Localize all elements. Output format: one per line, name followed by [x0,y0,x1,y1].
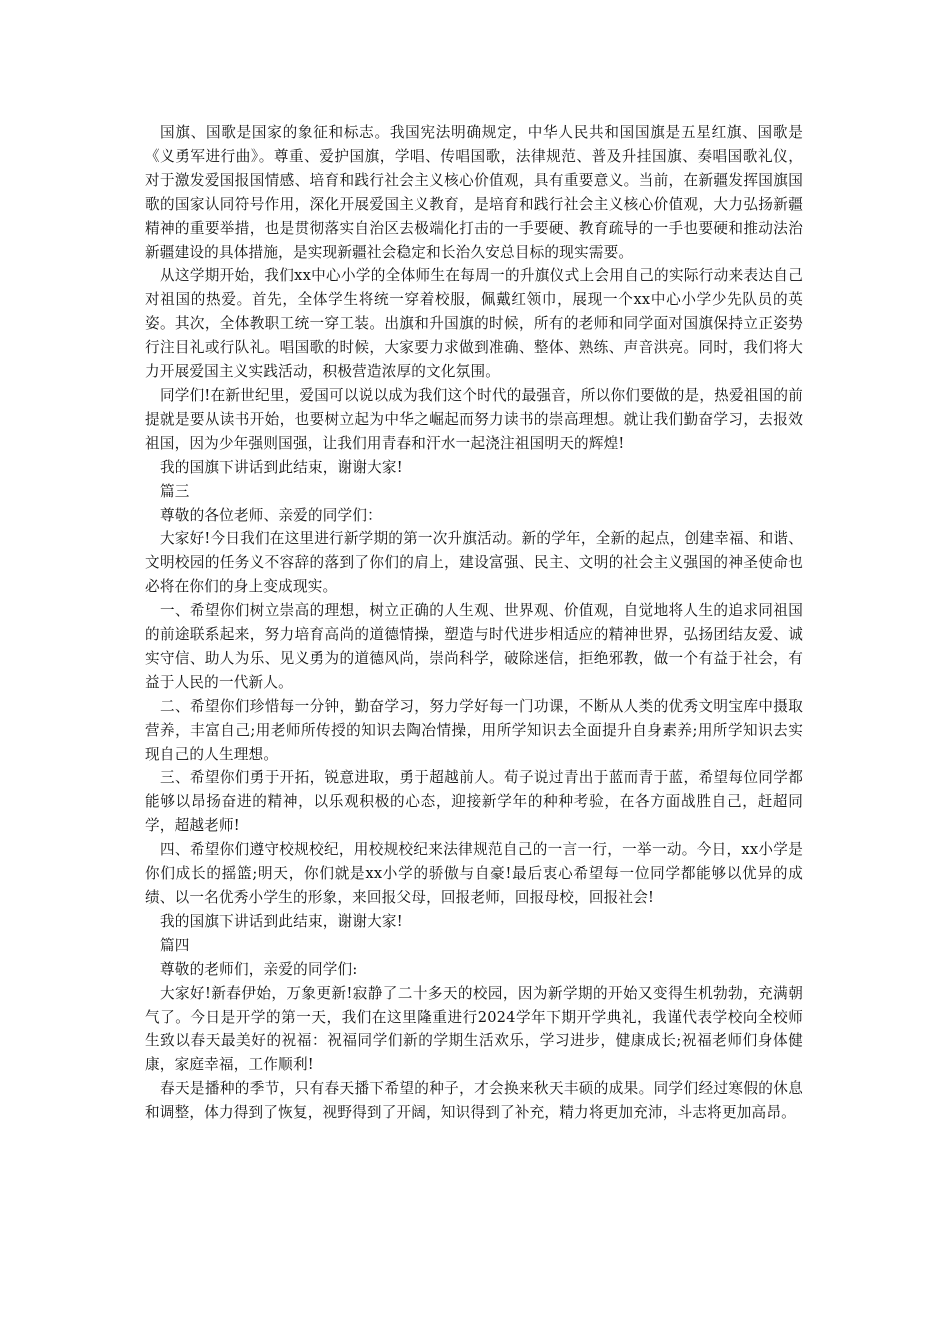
paragraph: 同学们!在新世纪里，爱国可以说以成为我们这个时代的最强音，所以你们要做的是，热爱祖国的前提就是要从读书开始，也要树立起为中华之崛起而努力读书的崇高理想。就让我们勤奋学习，去报效祖国，因为少年强则国强，让我们用青春和汗水一起浇注祖国明天的辉煌! [145,386,803,452]
paragraph: 从这学期开始，我们xx中心小学的全体师生在每周一的升旗仪式上会用自己的实际行动来表达自己对祖国的热爱。首先，全体学生将统一穿着校服，佩戴红领巾，展现一个xx中心小学少先队员的英姿。其次，全体教职工统一穿工装。出旗和升国旗的时候，所有的老师和同学面对国旗保持立正姿势行注目礼或行队礼。唱国歌的时候，大家要力求做到准确、整体、熟练、声音洪亮。同时，我们将大力开展爱国主义实践活动，积极营造浓厚的文化氛围。 [145,267,803,381]
paragraph: 二、希望你们珍惜每一分钟，勤奋学习，努力学好每一门功课，不断从人类的优秀文明宝库中摄取营养，丰富自己;用老师所传授的知识去陶冶情操，用所学知识去全面提升自身素养;用所学知识去实现自己的人生理想。 [145,697,803,763]
paragraph: 四、希望你们遵守校规校纪，用校规校纪来法律规范自己的一言一行，一举一动。今日，xx小学是你们成长的摇篮;明天，你们就是xx小学的骄傲与自豪!最后衷心希望每一位同学都能够以优异的成绩、以一名优秀小学生的形象，来回报父母，回报老师，回报母校，回报社会! [145,841,803,906]
paragraph: 一、希望你们树立崇高的理想，树立正确的人生观、世界观、价值观，自觉地将人生的追求同祖国的前途联系起来，努力培育高尚的道德情操，塑造与时代进步相适应的精神世界，弘扬团结友爱、诚实守信、助人为乐、见义勇为的道德风尚，崇尚科学，破除迷信，拒绝邪教，做一个有益于社会，有益于人民的一代新人。 [145,602,803,691]
paragraph: 大家好!新春伊始，万象更新!寂静了二十多天的校园，因为新学期的开始又变得生机勃勃，充满朝气了。今日是开学的第一天，我们在这里隆重进行2024学年下期开学典礼，我谨代表学校向全校师生致以春天最美好的祝福：祝福同学们新的学期生活欢乐，学习进步，健康成长;祝福老师们身体健康，家庭幸福，工作顺利! [145,984,803,1074]
paragraph: 我的国旗下讲话到此结束，谢谢大家! [160,912,403,930]
paragraph: 三、希望你们勇于开拓，锐意进取，勇于超越前人。荀子说过青出于蓝而青于蓝，希望每位同学都能够以昂扬奋进的精神，以乐观积极的心态，迎接新学年的种种考验，在各方面战胜自己，赶超同学，超越老师! [145,769,803,835]
paragraph: 春天是播种的季节，只有春天播下希望的种子，才会换来秋天丰硕的成果。同学们经过寒假的休息和调整，体力得到了恢复，视野得到了开阔，知识得到了补充，精力将更加充沛，斗志将更加高昂。 [145,1080,803,1122]
paragraph: 我的国旗下讲话到此结束，谢谢大家! [160,458,403,476]
section-heading: 篇四 [160,936,190,954]
section-heading: 篇三 [160,482,190,500]
document-page [145,121,803,1125]
paragraph: 大家好!今日我们在这里进行新学期的第一次升旗活动。新的学年，全新的起点，创建幸福、和谐、文明校园的任务义不容辞的落到了你们的肩上，建设富强、民主、文明的社会主义强国的神圣使命也必将在你们的身上变成现实。 [145,530,803,596]
salutation: 尊敬的老师们，亲爱的同学们: [160,960,358,978]
paragraph: 国旗、国歌是国家的象征和标志。我国宪法明确规定，中华人民共和国国旗是五星红旗、国歌是《义勇军进行曲》。尊重、爱护国旗，学唱、传唱国歌，法律规范、普及升挂国旗、奏唱国歌礼仪，对于激发爱国报国情感、培育和践行社会主义核心价值观，具有重要意义。当前，在新疆发挥国旗国歌的国家认同符号作用，深化开展爱国主义教育，是培育和践行社会主义核心价值观，大力弘扬新疆精神的重要举措，也是贯彻落实自治区去极端化打击的一手要硬、教育疏导的一手也要硬和推动法治新疆建设的具体措施，是实现新疆社会稳定和长治久安总目标的现实需要。 [145,124,803,261]
salutation: 尊敬的各位老师、亲爱的同学们： [160,506,382,524]
